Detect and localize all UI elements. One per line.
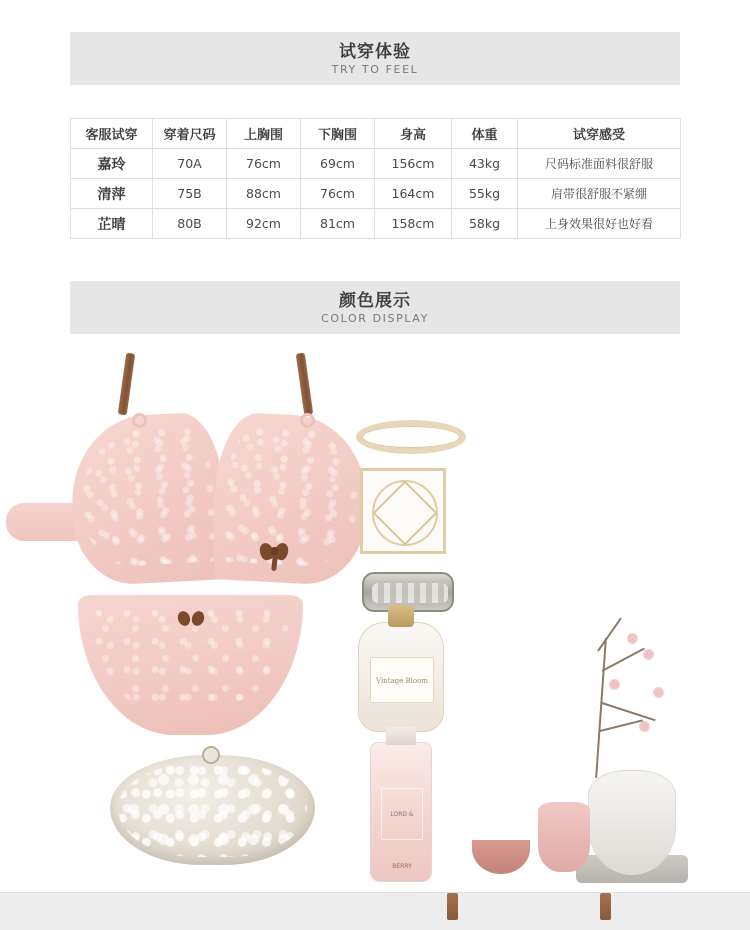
bracelet-image xyxy=(356,420,466,454)
clutch-bag-image xyxy=(110,755,315,865)
blossom-icon xyxy=(654,688,663,697)
table-cell-under-bust: 81cm xyxy=(301,209,375,239)
perfume-label: Vintage Bloom xyxy=(370,657,434,703)
bra-wing-left xyxy=(6,503,82,541)
table-header-cell: 身高 xyxy=(375,119,452,149)
product-photo-area xyxy=(0,350,750,890)
fitting-experience-table xyxy=(70,118,681,239)
perfume-cap xyxy=(388,605,414,627)
bra-strap-right xyxy=(296,353,314,416)
panty-bow-icon xyxy=(178,611,204,627)
table-cell-name: 芷晴 xyxy=(71,209,153,239)
branch-twig xyxy=(600,719,643,732)
table-cell-size: 70A xyxy=(153,149,227,179)
branch-twig xyxy=(597,618,622,652)
lotion-label: LORD & BERRY xyxy=(381,788,423,840)
table-cell-under-bust: 69cm xyxy=(301,149,375,179)
table-row xyxy=(71,179,681,209)
table-cell-weight: 55kg xyxy=(452,179,518,209)
terracotta-bowl xyxy=(472,840,530,874)
table-cell-name: 清萍 xyxy=(71,179,153,209)
branch-twig xyxy=(602,648,645,672)
table-cell-height: 158cm xyxy=(375,209,452,239)
table-cell-upper-bust: 88cm xyxy=(227,179,301,209)
table-cell-feedback: 尺码标准面料很舒服 xyxy=(518,149,681,179)
table-cell-height: 156cm xyxy=(375,149,452,179)
table-cell-weight: 58kg xyxy=(452,209,518,239)
section-title-cn: 试穿体验 xyxy=(339,42,411,62)
table-header-cell: 下胸围 xyxy=(301,119,375,149)
clutch-clasp-icon xyxy=(202,746,220,764)
table-cell-size: 75B xyxy=(153,179,227,209)
table-cell-weight: 43kg xyxy=(452,149,518,179)
lace-pattern xyxy=(78,424,217,569)
lace-pattern xyxy=(222,424,361,569)
table-cell-size: 80B xyxy=(153,209,227,239)
branch-twig xyxy=(602,702,656,721)
panty-image xyxy=(78,595,303,735)
table-header-row xyxy=(71,119,681,149)
table-cell-under-bust: 76cm xyxy=(301,179,375,209)
bra-image xyxy=(72,375,372,590)
table-header-cell: 体重 xyxy=(452,119,518,149)
bottom-strip xyxy=(0,892,750,930)
table-cell-feedback: 上身效果很好也好看 xyxy=(518,209,681,239)
table-cell-height: 164cm xyxy=(375,179,452,209)
fitting-table-wrapper xyxy=(70,118,680,239)
large-glass-vase xyxy=(588,770,676,875)
bra-strap-left xyxy=(118,353,136,416)
cherry-branch xyxy=(595,638,607,778)
bra-cup-right xyxy=(211,411,372,587)
table-cell-upper-bust: 76cm xyxy=(227,149,301,179)
metal-ring-left-icon xyxy=(132,413,147,428)
pink-vase xyxy=(538,802,590,872)
section-header-color-display xyxy=(70,281,680,334)
table-row xyxy=(71,209,681,239)
metal-ring-right-icon xyxy=(300,413,315,428)
strap-tab-left xyxy=(447,893,458,920)
strap-tab-right xyxy=(600,893,611,920)
table-header-cell: 试穿感受 xyxy=(518,119,681,149)
blossom-icon xyxy=(640,722,649,731)
lotion-cap xyxy=(386,727,416,745)
table-header-cell: 上胸围 xyxy=(227,119,301,149)
table-header-cell: 客服试穿 xyxy=(71,119,153,149)
lace-pattern xyxy=(118,763,307,857)
bra-bow-icon xyxy=(260,543,288,561)
blossom-icon xyxy=(628,634,637,643)
section-title-en: TRY TO FEEL xyxy=(331,63,419,76)
table-cell-feedback: 肩带很舒服不紧绷 xyxy=(518,179,681,209)
perfume-bottle-image xyxy=(358,622,444,732)
table-row xyxy=(71,149,681,179)
bra-cup-left xyxy=(68,411,229,587)
brooch-image xyxy=(360,468,446,554)
section-title-cn: 颜色展示 xyxy=(339,291,411,311)
table-cell-upper-bust: 92cm xyxy=(227,209,301,239)
section-title-en: COLOR DISPLAY xyxy=(321,312,429,325)
blossom-icon xyxy=(644,650,653,659)
table-cell-name: 嘉玲 xyxy=(71,149,153,179)
lotion-bottle-image xyxy=(370,742,432,882)
section-header-try-to-feel xyxy=(70,32,680,85)
table-header-cell: 穿着尺码 xyxy=(153,119,227,149)
blossom-icon xyxy=(610,680,619,689)
